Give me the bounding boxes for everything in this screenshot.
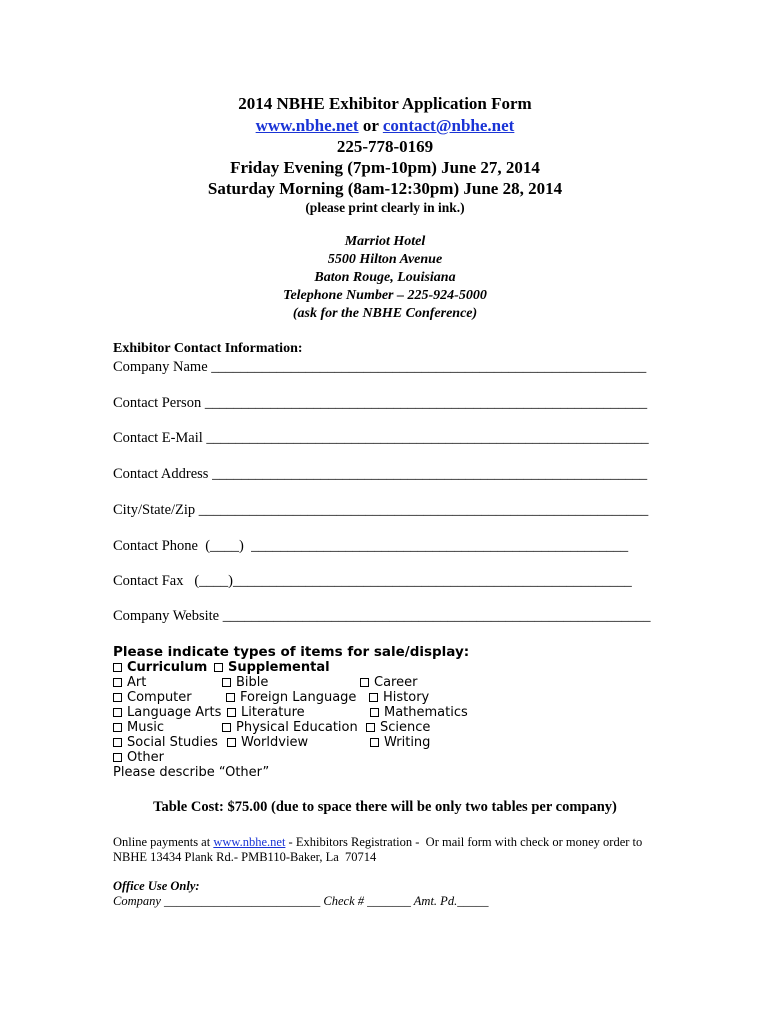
- contact-email-field[interactable]: Contact E-Mail _____________________________________________________________: [113, 430, 649, 446]
- checkbox-literature[interactable]: Literature: [227, 705, 305, 720]
- checkbox-computer[interactable]: Computer: [113, 690, 192, 705]
- checkbox-icon: [227, 738, 236, 747]
- payment-link[interactable]: www.nbhe.net: [213, 835, 286, 849]
- checkbox-icon: [113, 753, 122, 762]
- office-use-line: Company _________________________ Check # _______ Amt. Pd._____: [113, 894, 489, 908]
- describe-other: Please describe “Other”: [113, 765, 270, 780]
- payment-line: Online payments at www.nbhe.net - Exhibitors Registration - Or mail form with check or money order to: [113, 835, 643, 849]
- checkbox-language-arts[interactable]: Language Arts: [113, 705, 221, 720]
- venue-name: Marriot Hotel: [344, 234, 426, 249]
- company-name-field[interactable]: Company Name ____________________________________________________________: [113, 359, 647, 375]
- checkbox-writing[interactable]: Writing: [370, 735, 430, 750]
- contact-heading: Exhibitor Contact Information:: [113, 341, 303, 356]
- checkbox-icon: [113, 738, 122, 747]
- checkbox-art[interactable]: Art: [113, 675, 146, 690]
- checkbox-career[interactable]: Career: [360, 675, 417, 690]
- checkbox-physical-education[interactable]: Physical Education: [222, 720, 358, 735]
- checkbox-icon: [113, 678, 122, 687]
- table-cost: Table Cost: $75.00 (due to space there will be only two tables per company): [153, 799, 617, 815]
- saturday-schedule: Saturday Morning (8am-12:30pm) June 28, 2014: [207, 179, 563, 198]
- checkbox-icon: [360, 678, 369, 687]
- checkbox-science[interactable]: Science: [366, 720, 430, 735]
- city-state-zip-field[interactable]: City/State/Zip ______________________________________________________________: [113, 502, 649, 518]
- or-text: or: [358, 116, 383, 135]
- venue-address: 5500 Hilton Avenue: [327, 252, 443, 267]
- items-heading: Please indicate types of items for sale/display:: [113, 644, 470, 660]
- checkbox-icon: [370, 738, 379, 747]
- checkbox-icon: [222, 723, 231, 732]
- contact-links: [0, 116, 770, 136]
- checkbox-icon: [370, 708, 379, 717]
- mail-address: NBHE 13434 Plank Rd.- PMB110-Baker, La 70714: [113, 850, 377, 864]
- checkbox-icon: [113, 723, 122, 732]
- website-link[interactable]: www.nbhe.net: [255, 116, 359, 135]
- checkbox-bible[interactable]: Bible: [222, 675, 268, 690]
- checkbox-history[interactable]: History: [369, 690, 429, 705]
- checkbox-icon: [369, 693, 378, 702]
- contact-address-field[interactable]: Contact Address ____________________________________________________________: [113, 466, 648, 482]
- checkbox-icon: [226, 693, 235, 702]
- contact-person-field[interactable]: Contact Person _____________________________________________________________: [113, 395, 648, 411]
- checkbox-worldview[interactable]: Worldview: [227, 735, 308, 750]
- contact-phone-field[interactable]: Contact Phone (____) ____________________________________________________: [113, 538, 629, 554]
- checkbox-social-studies[interactable]: Social Studies: [113, 735, 218, 750]
- company-website-field[interactable]: Company Website ___________________________________________________________: [113, 608, 651, 624]
- checkbox-icon: [366, 723, 375, 732]
- friday-schedule: Friday Evening (7pm-10pm) June 27, 2014: [230, 158, 540, 177]
- checkbox-mathematics[interactable]: Mathematics: [370, 705, 468, 720]
- form-title: 2014 NBHE Exhibitor Application Form: [238, 94, 532, 113]
- checkbox-icon: [113, 708, 122, 717]
- checkbox-icon: [113, 663, 122, 672]
- email-link[interactable]: contact@nbhe.net: [382, 116, 515, 135]
- checkbox-other[interactable]: Other: [113, 750, 164, 765]
- print-note: (please print clearly in ink.): [305, 200, 465, 215]
- checkbox-curriculum[interactable]: Curriculum: [113, 660, 207, 675]
- checkbox-supplemental[interactable]: Supplemental: [214, 660, 330, 675]
- venue-city: Baton Rouge, Louisiana: [314, 270, 456, 285]
- checkbox-icon: [113, 693, 122, 702]
- checkbox-icon: [227, 708, 236, 717]
- header-phone: 225-778-0169: [336, 137, 434, 156]
- venue-telephone: Telephone Number – 225-924-5000: [283, 288, 487, 303]
- office-use-heading: Office Use Only:: [113, 879, 200, 893]
- checkbox-icon: [214, 663, 223, 672]
- checkbox-music[interactable]: Music: [113, 720, 164, 735]
- checkbox-icon: [222, 678, 231, 687]
- venue-ask: (ask for the NBHE Conference): [292, 306, 478, 321]
- checkbox-foreign-language[interactable]: Foreign Language: [226, 690, 356, 705]
- contact-fax-field[interactable]: Contact Fax (____)_______________________________________________________: [113, 573, 632, 589]
